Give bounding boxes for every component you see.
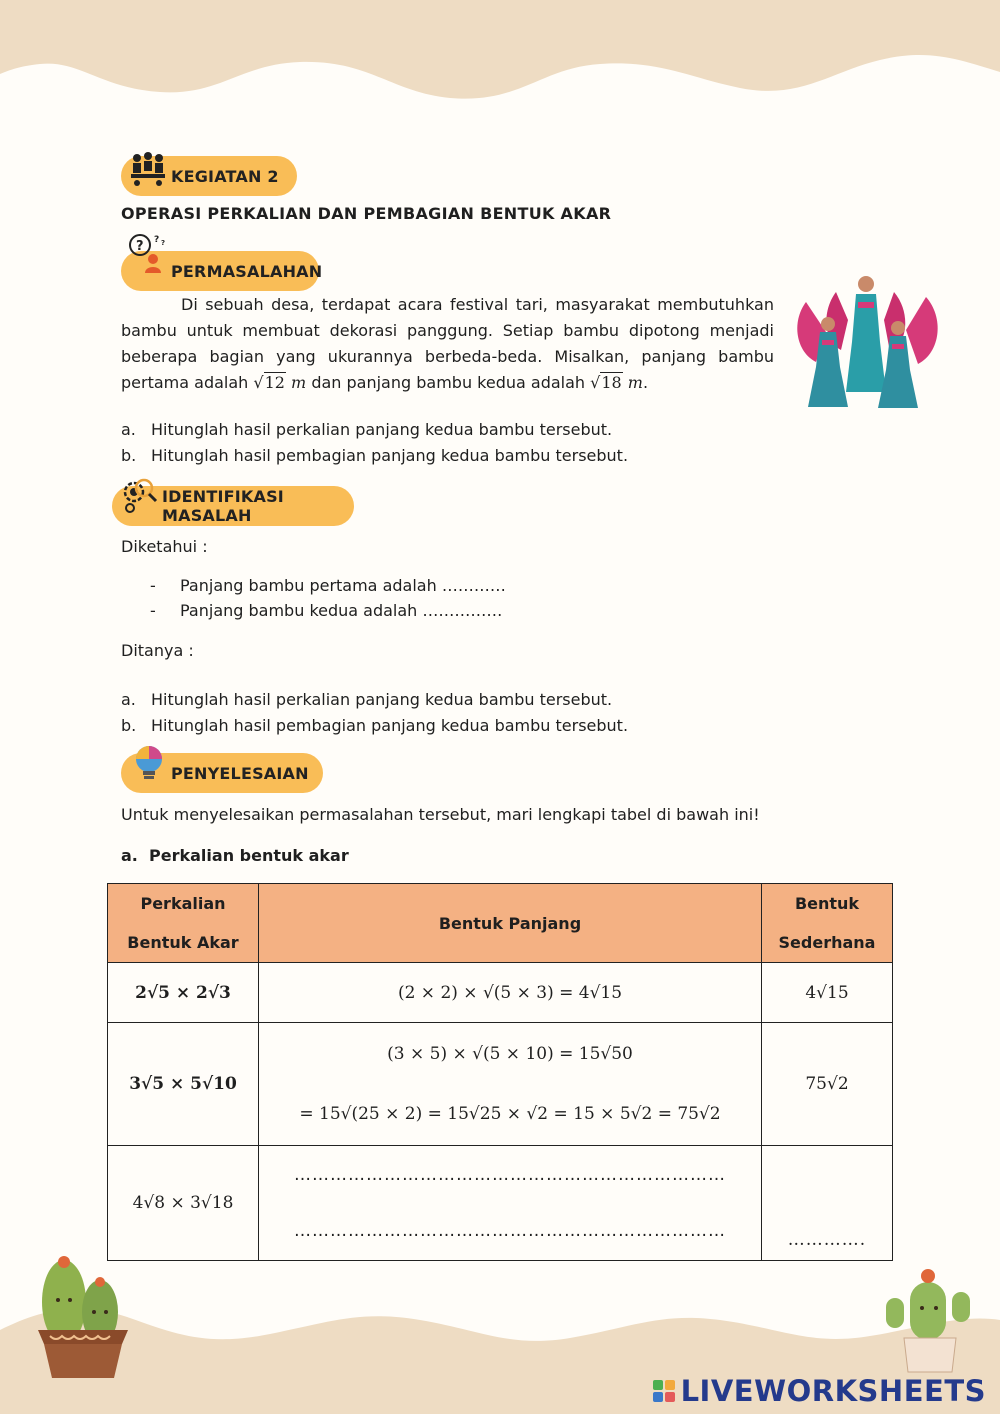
penyelesaian-badge: [121, 753, 323, 793]
ditanya-item: a. Hitunglah hasil perkalian panjang kedua bambu tersebut.: [121, 690, 613, 709]
row-bentuk-sederhana: 4√15: [762, 963, 893, 1023]
cactus-illustration-left: [28, 1250, 138, 1385]
table-row: [108, 1146, 893, 1261]
page-title: OPERASI PERKALIAN DAN PEMBAGIAN BENTUK AKAR: [121, 204, 612, 223]
row-bentuk-panjang: (2 × 2) × √(5 × 3) = 4√15: [259, 963, 762, 1023]
ditanya-label: Ditanya :: [121, 641, 194, 660]
table-row: [108, 1023, 893, 1146]
kegiatan-badge: [121, 156, 297, 196]
problem-paragraph: Di sebuah desa, terdapat acara festival tari, masyarakat membutuhkan bambu untuk membuat dekorasi panggung. Setiap bambu dipotong menjadi beberapa bagian yang ukurannya berbeda-beda. Misalkan, panjang bambu pertama adalah √12 m dan panjang bambu kedua adalah √18 m.: [121, 295, 774, 392]
penyelesaian-label: PENYELESAIAN: [171, 763, 309, 783]
perkalian-table: [107, 883, 893, 1261]
row-expression: 2√5 × 2√3: [108, 963, 259, 1023]
sub-heading-perkalian: a. Perkalian bentuk akar: [121, 846, 349, 865]
row-bentuk-panjang-blank[interactable]: ……………………………………………………………… ………………………………………………………………: [259, 1146, 762, 1261]
svg-text:?: ?: [136, 239, 144, 254]
row-expression: 3√5 × 5√10: [108, 1023, 259, 1146]
liveworksheets-logo-icon: [653, 1380, 675, 1402]
diketahui-item: - Panjang bambu kedua adalah ……………: [150, 601, 503, 620]
identifikasi-badge: [112, 486, 354, 526]
header-bentuk-sederhana: Bentuk Sederhana: [762, 884, 893, 963]
liveworksheets-brand: LIVEWORKSHEETS: [680, 1374, 986, 1408]
header-perkalian-bentuk-akar: Perkalian Bentuk Akar: [108, 884, 259, 963]
dancers-illustration: [786, 272, 946, 412]
diketahui-label: Diketahui :: [121, 537, 208, 556]
question-item: b. Hitunglah hasil pembagian panjang kedua bambu tersebut.: [121, 446, 629, 465]
header-bentuk-panjang: Bentuk Panjang: [259, 884, 762, 963]
kegiatan-label: KEGIATAN 2: [171, 166, 279, 186]
question-item: a. Hitunglah hasil perkalian panjang kedua bambu tersebut.: [121, 420, 613, 439]
problem-text-1: Di sebuah desa, terdapat acara festival tari, masyarakat membutuhkan bambu untuk membuat dekorasi panggung. Setiap bambu dipotong menjadi beberapa bagian yang ukurannya berbeda-beda. Misalkan, panjang bambu pertama adalah: [121, 295, 774, 392]
identifikasi-label: IDENTIFIKASI MASALAH: [162, 487, 284, 525]
row-bentuk-sederhana-blank[interactable]: ………….: [762, 1146, 893, 1261]
liveworksheets-logo: [653, 1374, 986, 1408]
permasalahan-label: PERMASALAHAN: [171, 261, 323, 281]
svg-text:?: ?: [154, 235, 160, 245]
table-row: [108, 963, 893, 1023]
sqrt-12: √12: [253, 373, 285, 392]
diketahui-item: - Panjang bambu pertama adalah …………: [150, 576, 506, 595]
problem-text-2: dan panjang bambu kedua adalah: [311, 373, 586, 392]
row-bentuk-sederhana: 75√2: [762, 1023, 893, 1146]
penyelesaian-intro: Untuk menyelesaikan permasalahan tersebut, mari lengkapi tabel di bawah ini!: [121, 805, 760, 824]
row-expression: 4√8 × 3√18: [108, 1146, 259, 1261]
permasalahan-badge: [121, 235, 323, 291]
lightbulb-puzzle-icon: [127, 741, 169, 783]
svg-text:?: ?: [161, 239, 166, 247]
top-wave-decoration: [0, 0, 1000, 120]
question-person-icon: [127, 233, 169, 275]
ditanya-item: b. Hitunglah hasil pembagian panjang kedua bambu tersebut.: [121, 716, 629, 735]
sqrt-18: √18: [590, 373, 622, 392]
gear-search-icon: [118, 474, 160, 516]
group-meeting-icon: [127, 150, 169, 192]
cactus-illustration-right: [880, 1262, 980, 1374]
table-header-row: [108, 884, 893, 963]
row-bentuk-panjang: (3 × 5) × √(5 × 10) = 15√50 = 15√(25 × 2) = 15√25 × √2 = 15 × 5√2 = 75√2: [259, 1023, 762, 1146]
